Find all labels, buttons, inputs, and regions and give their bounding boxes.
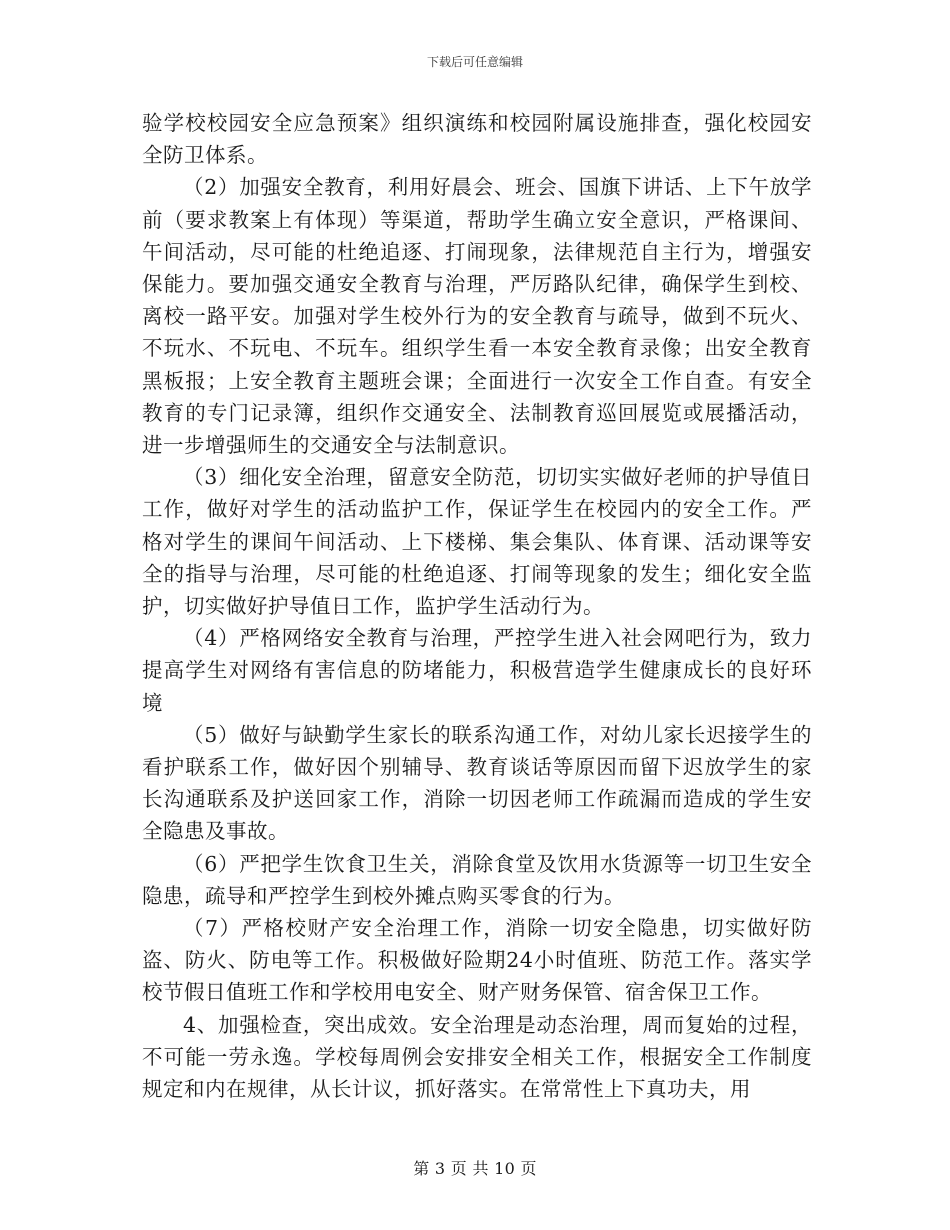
paragraph-section-4: 4、加强检查，突出成效。安全治理是动态治理，周而复始的过程，不可能一劳永逸。学校每周例会安排安全相关工作，根据安全工作制度规定和内在规律，从长计议，抓好落实。在常常性上下真功夫，用 (142, 1012, 812, 1102)
page-header: 下载后可任意编辑 (426, 55, 523, 69)
paragraph-item-2: （2）加强安全教育，利用好晨会、班会、国旗下讲话、上下午放学前（要求教案上有体现）等渠道，帮助学生确立安全意识，严格课间、午间活动，尽可能的杜绝追逐、打闹现象，法律规范自主行为，增强安保能力。要加强交通安全教育与治理，严厉路队纪律，确保学生到校、离校一路平安。加强对学生校外行为的安全教育与疏导，做到不玩火、不玩水、不玩电、不玩车。组织学生看一本安全教育录像；出安全教育黑板报；上安全教育主题班会课；全面进行一次安全工作自查。有安全教育的专门记录簿，组织作交通安全、法制教育巡回展览或展播活动，进一步增强师生的交通安全与法制意识。 (142, 175, 812, 458)
paragraph-item-4: （4）严格网络安全教育与治理，严控学生进入社会网吧行为，致力提高学生对网络有害信息的防堵能力，积极营造学生健康成长的良好环境 (142, 626, 812, 715)
paragraph-item-5: （5）做好与缺勤学生家长的联系沟通工作，对幼儿家长迟接学生的看护联系工作，做好因个别辅导、教育谈话等原因而留下迟放学生的家长沟通联系及护送回家工作，消除一切因老师工作疏漏而造成的学生安全隐患及事故。 (142, 722, 812, 844)
paragraph-item-6: （6）严把学生饮食卫生关，消除食堂及饮用水货源等一切卫生安全隐患，疏导和严控学生到校外摊点购买零食的行为。 (142, 851, 812, 908)
paragraph-item-7: （7）严格校财产安全治理工作，消除一切安全隐患，切实做好防盗、防火、防电等工作。积极做好险期24小时值班、防范工作。落实学校节假日值班工作和学校用电安全、财产财务保管、宿舍保卫工作。 (142, 916, 812, 1005)
paragraph-item-3: （3）细化安全治理，留意安全防范，切切实实做好老师的护导值日工作，做好对学生的活动监护工作，保证学生在校园内的安全工作。严格对学生的课间午间活动、上下楼梯、集会集队、体育课、活动课等安全的指导与治理，尽可能的杜绝追逐、打闹等现象的发生；细化安全监护，切实做好护导值日工作，监护学生活动行为。 (142, 465, 812, 619)
paragraph-continuation: 验学校校园安全应急预案》组织演练和校园附属设施排查，强化校园安全防卫体系。 (142, 111, 812, 168)
page-number-footer: 第 3 页 共 10 页 (413, 1159, 537, 1178)
document-body (142, 107, 812, 1105)
